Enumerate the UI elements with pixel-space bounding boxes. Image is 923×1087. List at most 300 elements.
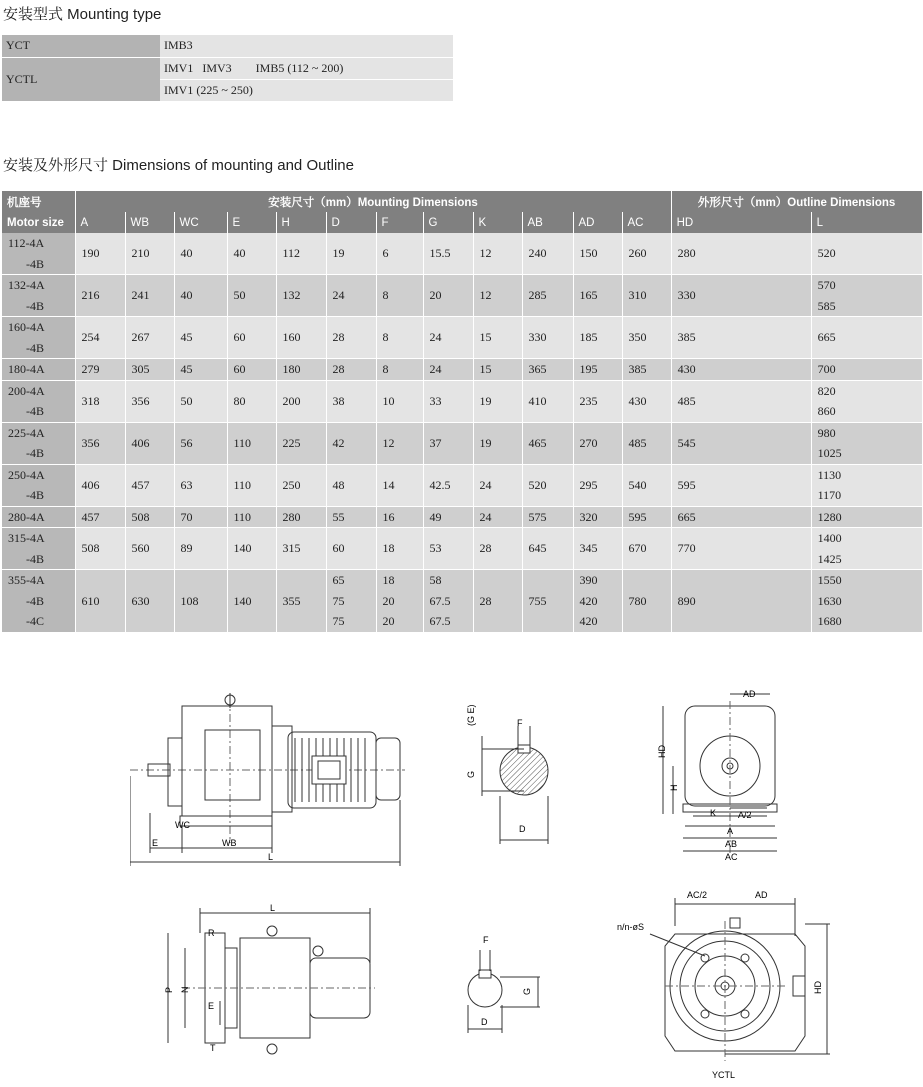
cell-value: 755 [528, 593, 547, 608]
cell-value: 1630 [817, 593, 842, 608]
cell-l [811, 359, 922, 381]
cell-ad [573, 506, 622, 528]
mounting-value-cell: IMV1 (225 ~ 250) [160, 79, 453, 101]
cell-k [473, 506, 522, 528]
cell-value: 15 [479, 330, 492, 345]
cell-value: 310 [628, 288, 647, 303]
cell-ab [522, 359, 573, 381]
cell-k [473, 275, 522, 317]
cell-value: 110 [233, 477, 252, 492]
table-row [2, 233, 922, 275]
cell-f [376, 233, 423, 275]
cell-value: 330 [677, 288, 696, 303]
cell-wb [125, 464, 174, 506]
cell-a [75, 359, 125, 381]
cell-e [227, 506, 276, 528]
cell-value: 645 [528, 541, 547, 556]
mounting-type-title: 安装型式 Mounting type [3, 6, 162, 23]
front-view-drawing [655, 686, 785, 866]
cell-g [423, 528, 473, 570]
cell-value: 406 [81, 477, 100, 492]
cell-value: 8 [382, 362, 389, 376]
cell-value: 670 [628, 541, 647, 556]
cell-g [423, 317, 473, 359]
cell-e [227, 570, 276, 633]
mounting-code-cell: YCT [2, 35, 160, 57]
cell-value: 45 [180, 362, 193, 376]
cell-ac [622, 275, 671, 317]
front-A-label: A [727, 826, 734, 836]
cell-value: 1550 [817, 573, 842, 587]
cell-value: 20 [382, 614, 395, 628]
flange-N-label: N [180, 986, 190, 993]
flange-front-AD-label: AD [755, 890, 768, 900]
cell-value: 28 [332, 362, 345, 376]
cell-value: 15.5 [429, 246, 451, 261]
cell-e [227, 528, 276, 570]
column-header-wc: WC [174, 212, 227, 233]
cell-f [376, 422, 423, 464]
cell-k [473, 528, 522, 570]
cell-value: 315-4A [8, 531, 45, 545]
shaft-top-D-label: D [519, 824, 526, 834]
motor-size-cell [2, 275, 75, 317]
cell-value: -4B [26, 404, 44, 418]
cell-value: 267 [131, 330, 150, 345]
cell-value: 560 [131, 541, 150, 556]
cell-value: 58 [429, 573, 442, 587]
cell-a [75, 528, 125, 570]
cell-ad [573, 317, 622, 359]
side-WC-label: WC [175, 820, 190, 830]
cell-value: 315 [282, 541, 301, 556]
cell-value: 210 [131, 246, 150, 261]
cell-value: 250 [282, 477, 301, 492]
cell-d [326, 528, 376, 570]
cell-h [276, 317, 326, 359]
cell-l [811, 422, 922, 464]
cell-g [423, 275, 473, 317]
cell-ab [522, 317, 573, 359]
cell-l [811, 506, 922, 528]
shaft-top-G-label: G [466, 770, 476, 778]
shaft-bottom-G-label: G [522, 987, 532, 995]
cell-value: 18 [382, 541, 395, 556]
table-row [2, 275, 922, 317]
cell-e [227, 317, 276, 359]
cell-value: 42 [332, 435, 345, 450]
cell-value: 67.5 [429, 614, 451, 628]
cell-e [227, 233, 276, 275]
cell-f [376, 359, 423, 381]
cell-ac [622, 422, 671, 464]
cell-wb [125, 317, 174, 359]
cell-value: 28 [479, 593, 492, 608]
front-AB-label: AB [725, 839, 738, 849]
cell-ab [522, 528, 573, 570]
cell-f [376, 464, 423, 506]
cell-value: 595 [677, 477, 696, 492]
cell-value: 250-4A [8, 467, 45, 482]
cell-value: 260 [628, 246, 647, 261]
cell-k [473, 570, 522, 633]
cell-value: 225 [282, 435, 301, 450]
cell-value: 12 [479, 288, 492, 303]
flange-P-label: P [164, 986, 174, 993]
cell-value: 570 [817, 278, 836, 292]
cell-value: 6 [382, 246, 389, 261]
table-row [2, 528, 922, 570]
flange-side-drawing [160, 903, 380, 1063]
motor-size-cell [2, 570, 75, 633]
cell-ad [573, 380, 622, 422]
cell-value: 270 [579, 435, 598, 450]
cell-value: 305 [131, 362, 150, 376]
cell-g [423, 464, 473, 506]
side-L-label: L [268, 852, 274, 862]
cell-value: -4B [26, 256, 44, 271]
cell-k [473, 380, 522, 422]
cell-hd [671, 528, 811, 570]
cell-value: 780 [628, 593, 647, 608]
cell-wc [174, 359, 227, 381]
cell-hd [671, 275, 811, 317]
cell-d [326, 506, 376, 528]
shaft-bottom-F-label: F [483, 935, 489, 945]
column-header-hd: HD [671, 212, 811, 233]
side-WB-label: WB [222, 838, 237, 848]
column-header-e: E [227, 212, 276, 233]
cell-l [811, 464, 922, 506]
table-row [2, 380, 922, 422]
cell-value: 42.5 [429, 477, 451, 492]
flange-R-label: R [208, 928, 215, 938]
cell-value: 241 [131, 288, 150, 303]
cell-value: 485 [677, 393, 696, 408]
cell-value: 55 [332, 509, 345, 524]
table-row [2, 317, 922, 359]
cell-value: 235 [579, 393, 598, 408]
cell-value: 465 [528, 435, 547, 450]
side-E-label: E [152, 838, 159, 848]
cell-value: 1425 [817, 551, 842, 566]
shaft-bottom-D-label: D [481, 1017, 488, 1027]
cell-ab [522, 380, 573, 422]
cell-value: 140 [233, 593, 252, 608]
cell-h [276, 506, 326, 528]
cell-k [473, 359, 522, 381]
cell-value: 150 [579, 246, 598, 261]
flange-front-bolts-label: n/n-øS [617, 922, 645, 932]
cell-value: 40 [233, 246, 246, 261]
cell-h [276, 359, 326, 381]
cell-value: 420 [579, 593, 598, 608]
cell-value: 24 [332, 288, 345, 303]
cell-value: 33 [429, 393, 442, 408]
cell-value: 610 [81, 593, 100, 608]
column-header-wb: WB [125, 212, 174, 233]
cell-a [75, 317, 125, 359]
cell-value: 890 [677, 593, 696, 608]
cell-value: 24 [479, 509, 492, 524]
cell-ac [622, 317, 671, 359]
cell-ad [573, 233, 622, 275]
cell-value: 240 [528, 246, 547, 261]
cell-ad [573, 528, 622, 570]
cell-value: 200 [282, 393, 301, 408]
cell-value: 1170 [817, 488, 842, 502]
cell-e [227, 275, 276, 317]
cell-value: 318 [81, 393, 100, 408]
cell-wb [125, 359, 174, 381]
cell-value: 520 [528, 477, 547, 492]
motor-size-cell [2, 380, 75, 422]
cell-value: 520 [817, 246, 836, 261]
cell-value: -4B [26, 340, 44, 355]
cell-value: 254 [81, 330, 100, 345]
cell-value: 860 [817, 404, 836, 418]
cell-d [326, 359, 376, 381]
cell-wc [174, 528, 227, 570]
cell-value: 14 [382, 477, 395, 492]
cell-value: 70 [180, 509, 193, 524]
front-AC-label: AC [725, 852, 738, 862]
cell-wb [125, 233, 174, 275]
table-row [2, 464, 922, 506]
cell-wb [125, 570, 174, 633]
cell-value: 420 [579, 614, 598, 628]
cell-value: 200-4A [8, 383, 45, 398]
cell-value: 60 [332, 541, 345, 556]
shaft-section-top-drawing [462, 696, 557, 846]
cell-value: 279 [81, 362, 100, 376]
shaft-section-bottom-drawing [460, 935, 555, 1035]
cell-wc [174, 422, 227, 464]
cell-ad [573, 275, 622, 317]
cell-ab [522, 570, 573, 633]
cell-wc [174, 570, 227, 633]
cell-value: 28 [332, 330, 345, 345]
cell-f [376, 528, 423, 570]
cell-value: 67.5 [429, 593, 451, 608]
column-header-k: K [473, 212, 522, 233]
cell-value: 385 [628, 362, 647, 376]
cell-g [423, 233, 473, 275]
cell-a [75, 380, 125, 422]
cell-value: 285 [528, 288, 547, 303]
cell-d [326, 422, 376, 464]
cell-e [227, 380, 276, 422]
cell-value: 110 [233, 509, 252, 524]
cell-hd [671, 570, 811, 633]
motor-size-cell [2, 359, 75, 381]
outline-dimensions-header: 外形尺寸（mm）Outline Dimensions [671, 191, 922, 212]
cell-ac [622, 570, 671, 633]
cell-wb [125, 422, 174, 464]
cell-value: 132 [282, 288, 301, 303]
cell-l [811, 275, 922, 317]
column-header-l: L [811, 212, 922, 233]
cell-value: 75 [332, 614, 345, 628]
cell-value: 545 [677, 435, 696, 450]
cell-hd [671, 380, 811, 422]
cell-value: 132-4A [8, 278, 45, 292]
cell-value: 280 [282, 509, 301, 524]
cell-value: 216 [81, 288, 100, 303]
cell-value: 89 [180, 541, 193, 556]
motor-size-cell [2, 464, 75, 506]
cell-value: 575 [528, 509, 547, 524]
cell-value: 45 [180, 330, 193, 345]
cell-value: 165 [579, 288, 598, 303]
cell-value: 585 [817, 298, 836, 313]
cell-l [811, 233, 922, 275]
cell-wc [174, 380, 227, 422]
cell-value: 630 [131, 593, 150, 608]
cell-value: 345 [579, 541, 598, 556]
cell-value: -4B [26, 488, 44, 502]
cell-f [376, 570, 423, 633]
cell-hd [671, 233, 811, 275]
cell-value: 65 [332, 573, 345, 587]
cell-value: 48 [332, 477, 345, 492]
cell-d [326, 380, 376, 422]
cell-g [423, 422, 473, 464]
cell-ab [522, 464, 573, 506]
cell-d [326, 570, 376, 633]
cell-value: 280 [677, 246, 696, 261]
cell-ab [522, 275, 573, 317]
cell-wc [174, 317, 227, 359]
cell-value: 1400 [817, 531, 842, 545]
cell-value: -4B [26, 551, 44, 566]
cell-value: 350 [628, 330, 647, 345]
cell-k [473, 422, 522, 464]
flange-front-HD-label: HD [813, 981, 823, 994]
cell-value: 190 [81, 246, 100, 261]
cell-value: 10 [382, 393, 395, 408]
cell-value: 19 [479, 393, 492, 408]
cell-value: 63 [180, 477, 193, 492]
cell-ac [622, 233, 671, 275]
cell-value: 40 [180, 246, 193, 261]
flange-L-label: L [270, 903, 276, 913]
cell-value: 980 [817, 425, 836, 440]
cell-value: 112 [282, 246, 301, 261]
cell-ac [622, 506, 671, 528]
cell-value: 356 [81, 435, 100, 450]
front-AD-label: AD [743, 689, 756, 699]
cell-h [276, 275, 326, 317]
cell-wc [174, 275, 227, 317]
cell-ad [573, 570, 622, 633]
cell-value: 38 [332, 393, 345, 408]
column-header-ab: AB [522, 212, 573, 233]
cell-value: 108 [180, 593, 199, 608]
cell-g [423, 570, 473, 633]
motor-size-cell [2, 506, 75, 528]
column-header-d: D [326, 212, 376, 233]
motor-size-cell [2, 422, 75, 464]
cell-value: 37 [429, 435, 442, 450]
cell-wc [174, 233, 227, 275]
cell-value: -4C [26, 614, 44, 628]
cell-value: 295 [579, 477, 598, 492]
cell-wc [174, 464, 227, 506]
cell-ac [622, 359, 671, 381]
cell-value: 140 [233, 541, 252, 556]
cell-hd [671, 506, 811, 528]
cell-wb [125, 380, 174, 422]
cell-value: 50 [233, 288, 246, 303]
cell-f [376, 380, 423, 422]
flange-front-model-label: YCTL [712, 1070, 736, 1080]
cell-wb [125, 528, 174, 570]
cell-value: 406 [131, 435, 150, 450]
front-HD-label: HD [657, 745, 667, 758]
cell-l [811, 570, 922, 633]
dimensions-table [2, 191, 923, 633]
cell-a [75, 422, 125, 464]
cell-a [75, 506, 125, 528]
cell-value: 365 [528, 362, 547, 376]
cell-value: 457 [81, 509, 100, 524]
cell-value: 280-4A [8, 509, 45, 524]
mounting-dimensions-header: 安装尺寸（mm）Mounting Dimensions [75, 191, 671, 212]
cell-value: 40 [180, 288, 193, 303]
dimensions-title: 安装及外形尺寸 Dimensions of mounting and Outline [3, 157, 354, 174]
cell-value: 15 [479, 362, 492, 376]
cell-hd [671, 422, 811, 464]
column-header-ac: AC [622, 212, 671, 233]
cell-a [75, 570, 125, 633]
cell-a [75, 233, 125, 275]
cell-value: 1130 [817, 467, 842, 482]
cell-value: 390 [579, 573, 598, 587]
front-H-label: H [669, 784, 679, 791]
cell-value: 19 [332, 246, 345, 261]
cell-value: 12 [479, 246, 492, 261]
shaft-GE-label: (G E) [466, 704, 476, 726]
cell-a [75, 464, 125, 506]
cell-l [811, 317, 922, 359]
frame-header-cn: 机座号 [2, 191, 75, 212]
cell-h [276, 528, 326, 570]
flange-front-AC2-label: AC/2 [687, 890, 708, 900]
cell-k [473, 464, 522, 506]
cell-value: 24 [429, 362, 442, 376]
cell-value: 8 [382, 288, 389, 303]
cell-value: 430 [677, 362, 696, 376]
cell-e [227, 464, 276, 506]
mounting-type-table [2, 35, 453, 102]
column-header-f: F [376, 212, 423, 233]
cell-h [276, 570, 326, 633]
cell-value: 770 [677, 541, 696, 556]
cell-value: 540 [628, 477, 647, 492]
cell-value: 320 [579, 509, 598, 524]
cell-wc [174, 506, 227, 528]
column-header-g: G [423, 212, 473, 233]
cell-value: 53 [429, 541, 442, 556]
cell-wb [125, 506, 174, 528]
flange-front-drawing [615, 886, 830, 1082]
cell-h [276, 233, 326, 275]
cell-e [227, 359, 276, 381]
cell-ac [622, 528, 671, 570]
column-header-ad: AD [573, 212, 622, 233]
cell-value: 60 [233, 330, 246, 345]
